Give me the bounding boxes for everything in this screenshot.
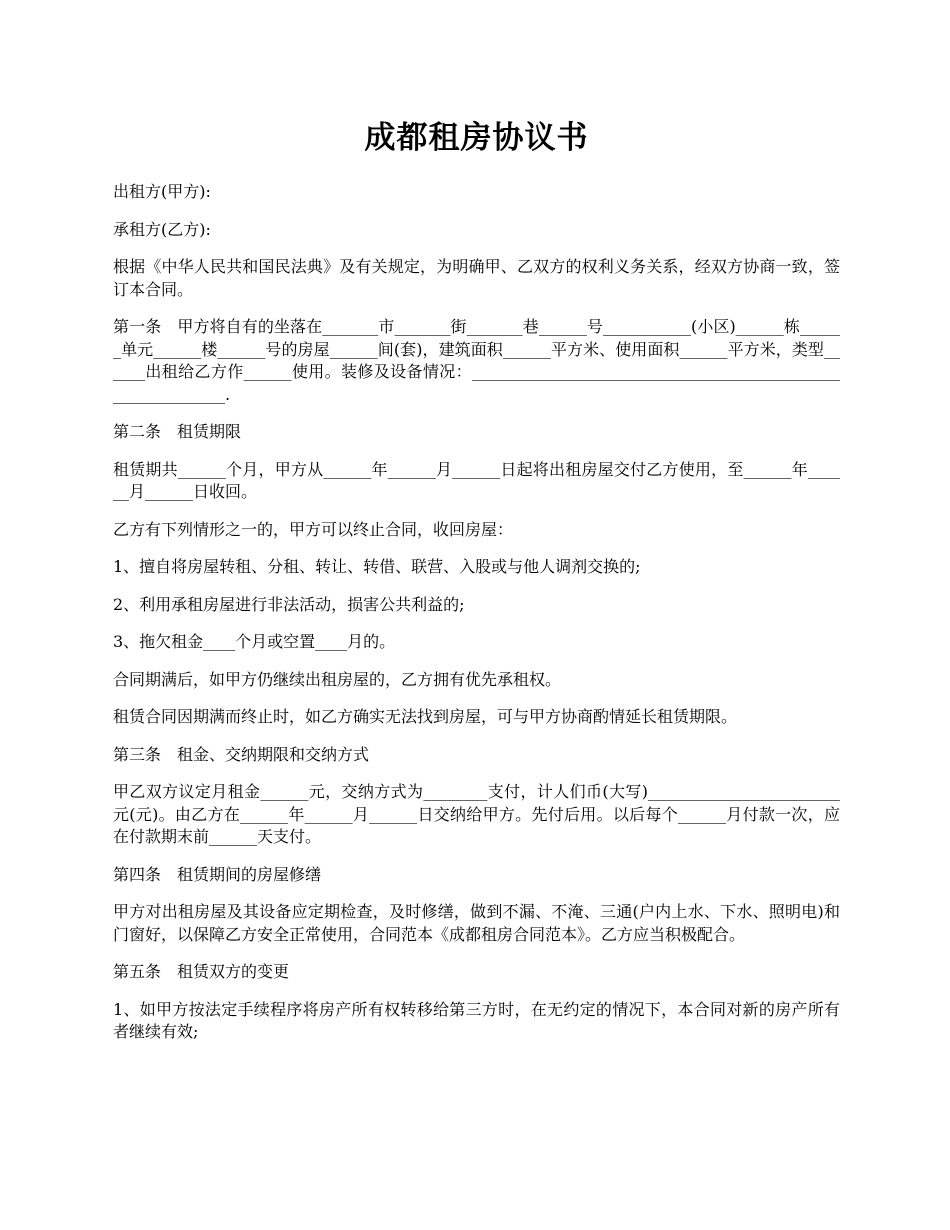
termination-item-1: 1、擅自将房屋转租、分租、转让、转借、联营、入股或与他人调剂交换的; (113, 557, 641, 576)
article-5-heading: 第五条 租赁双方的变更 (113, 962, 290, 981)
renewal-priority-paragraph: 合同期满后，如甲方仍继续出租房屋的，乙方拥有优先承租权。 (113, 669, 562, 689)
rent-payment-paragraph: 甲乙双方议定月租金______元，交纳方式为________支付，计人们币(大写)________________________元(元)。由乙方在______年______月______日交纳给甲方。先付后用。以后每个______月付款一次，应在付款期末前______天支付。 (113, 782, 840, 846)
repair-paragraph: 甲方对出租房屋及其设备应定期检查，及时修缮，做到不漏、不淹、三通(户内上水、下水、照明电)和门窗好，以保障乙方安全正常使用，合同范本《成都租房合同范本》。乙方应当积极配合。 (113, 902, 840, 944)
termination-item-3: 3、拖欠租金____个月或空置____月的。 (113, 632, 396, 651)
article-2-heading: 第二条 租赁期限 (113, 422, 242, 441)
document-title: 成都租房协议书 (364, 120, 589, 156)
article-1-paragraph: 第一条 甲方将自有的坐落在_______市_______街_______巷______号___________(小区)______栋______单元______楼______号的房屋______间(套)，建筑面积______平方米、使用面积______平方米，类型______出租给乙方作______使用。装修及设备情况：____________________________________________________________. (113, 317, 840, 404)
document-body (113, 181, 840, 1059)
article-3-heading: 第三条 租金、交纳期限和交纳方式 (113, 744, 370, 764)
lessee-line: 承租方(乙方): (113, 219, 211, 239)
termination-intro-paragraph: 乙方有下列情形之一的，甲方可以终止合同，收回房屋： (113, 519, 514, 539)
preamble-paragraph: 根据《中华人民共和国民法典》及有关规定，为明确甲、乙双方的权利义务关系，经双方协商一致，签订本合同。 (113, 257, 840, 299)
extension-paragraph: 租赁合同因期满而终止时，如乙方确实无法找到房屋，可与甲方协商酌情延长租赁期限。 (113, 707, 738, 726)
ownership-transfer-paragraph: 1、如甲方按法定手续程序将房产所有权转移给第三方时，在无约定的情况下，本合同对新的房产所有者继续有效; (113, 999, 840, 1041)
article-4-heading: 第四条 租赁期间的房屋修缮 (113, 864, 322, 884)
lessor-line: 出租方(甲方): (113, 182, 211, 201)
lease-term-paragraph: 租赁期共______个月，甲方从______年______月______日起将出租房屋交付乙方使用，至______年______月______日收回。 (113, 459, 840, 501)
termination-item-2: 2、利用承租房屋进行非法活动，损害公共利益的; (113, 594, 465, 614)
